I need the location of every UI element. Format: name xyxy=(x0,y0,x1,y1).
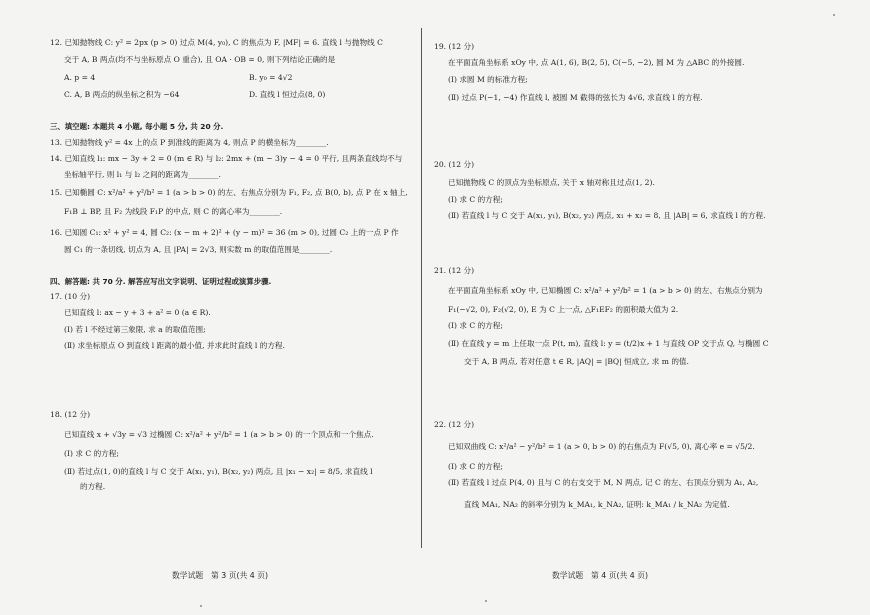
scan-speck xyxy=(833,14,835,16)
page-4 xyxy=(426,0,870,615)
q21-part-2-cont: 交于 A, B 两点, 若对任意 t ∈ R, |AQ| = |BQ| 恒成立, 求 m 的值. xyxy=(464,357,689,367)
q22-part-2-cont: 直线 MA₁, NA₂ 的斜率分别为 k_MA₁, k_NA₂, 证明: k_MA₁ / k_NA₂ 为定值. xyxy=(464,500,730,509)
section-4-header: 四、解答题: 共 70 分. 解答应写出文字说明、证明过程或演算步骤. xyxy=(50,277,272,286)
q17-stem: 已知直线 l: ax − y + 3 + a² = 0 (a ∈ R). xyxy=(64,308,211,318)
question-12 xyxy=(50,38,383,100)
q17-part-1: (Ⅰ) 若 l 不经过第三象限, 求 a 的取值范围; xyxy=(64,324,206,334)
q16-line-1: 16. 已知圆 C₁: x² + y² = 4, 圆 C₂: (x − m + 2)² + (y − m)² = 36 (m > 0), 过圆 C₂ 上的一点 P 作 xyxy=(50,228,399,237)
q20-part-2: (Ⅱ) 若直线 l 与 C 交于 A(x₁, y₁), B(x₂, y₂) 两点, x₁ + x₂ = 8, 且 |AB| = 6, 求直线 l 的方程. xyxy=(448,210,766,220)
q15-line-2: F₁B ⊥ BP, 且 F₂ 为线段 F₁P 的中点, 则 C 的离心率为________. xyxy=(64,207,283,217)
q20-title: 20. (12 分) xyxy=(434,160,475,169)
q22-part-1: (Ⅰ) 求 C 的方程; xyxy=(448,461,503,471)
page-footer-right: 数学试题 第 4 页(共 4 页) xyxy=(552,571,649,580)
page-3 xyxy=(0,0,418,615)
q14-line-2: 坐标轴平行, 则 l₁ 与 l₂ 之间的距离为________. xyxy=(64,170,221,180)
q15-line-1: 15. 已知椭圆 C: x²/a² + y²/b² = 1 (a > b > 0) 的左、右焦点分别为 F₁, F₂, 点 B(0, b), 点 P 在 x 轴上, xyxy=(50,188,408,197)
q16-line-2: 圆 C₁ 的一条切线, 切点为 A, 且 |PA| = 2√3, 则实数 m 的取值范围是________. xyxy=(64,245,333,255)
q19-title: 19. (12 分) xyxy=(434,42,475,51)
question-21 xyxy=(434,266,769,368)
q22-part-2: (Ⅱ) 若直线 l 过点 P(4, 0) 且与 C 的右支交于 M, N 两点, 记 C 的左、右顶点分别为 A₁, A₂, xyxy=(448,477,759,487)
q12-options-row-1 xyxy=(64,73,383,83)
q12-line-2: 交于 A, B 两点(均不与坐标原点 O 重合), 且 OA · OB = 0, 则下列结论正确的是 xyxy=(64,55,336,65)
scan-speck xyxy=(200,605,202,607)
q21-part-1: (Ⅰ) 求 C 的方程; xyxy=(448,320,503,330)
q17-part-2: (Ⅱ) 求坐标原点 O 到直线 l 距离的最小值, 并求此时直线 l 的方程. xyxy=(64,340,285,350)
q18-part-2-cont: 的方程. xyxy=(80,482,106,491)
q14-line-1: 14. 已知直线 l₁: mx − 3y + 2 = 0 (m ∈ R) 与 l₂: 2mx + (m − 3)y − 4 = 0 平行, 且两条直线均不与 xyxy=(50,154,403,163)
q22-stem: 已知双曲线 C: x²/a² − y²/b² = 1 (a > 0, b > 0) 的右焦点为 F(√5, 0), 离心率 e = √5/2. xyxy=(448,442,755,452)
q12-option-a: A. p = 4 xyxy=(64,72,96,82)
question-18 xyxy=(50,410,374,492)
q20-stem: 已知抛物线 C 的顶点为坐标原点, 关于 x 轴对称且过点(1, 2). xyxy=(448,178,655,188)
q19-stem: 在平面直角坐标系 xOy 中, 点 A(1, 6), B(2, 5), C(−5, −2), 圆 M 为 △ABC 的外接圆. xyxy=(448,58,745,68)
question-17 xyxy=(50,292,285,351)
question-16 xyxy=(50,228,399,256)
q12-option-d: D. 直线 l 恒过点(8, 0) xyxy=(249,89,326,99)
page-footer-left: 数学试题 第 3 页(共 4 页) xyxy=(172,571,269,580)
q19-part-1: (Ⅰ) 求圆 M 的标准方程; xyxy=(448,74,528,84)
section-3-header: 三、填空题: 本题共 4 小题, 每小题 5 分, 共 20 分. xyxy=(50,122,224,131)
q12-option-b: B. y₀ = 4√2 xyxy=(249,72,293,82)
q21-stem-2: F₁(−√2, 0), F₂(√2, 0), E 为 C 上一点, △F₁EF₂ 的面积最大值为 2. xyxy=(448,304,679,314)
question-20 xyxy=(434,160,765,221)
q12-options-row-2 xyxy=(64,90,383,100)
q19-part-2: (Ⅱ) 过点 P(−1, −4) 作直线 l, 被圆 M 截得的弦长为 4√6, 求直线 l 的方程. xyxy=(448,92,703,102)
scan-speck xyxy=(485,600,487,602)
q18-part-2: (Ⅱ) 若过点(1, 0)的直线 l 与 C 交于 A(x₁, y₁), B(x₂, y₂) 两点, 且 |x₁ − x₂| = 8/5, 求直线 l xyxy=(64,466,373,476)
q21-stem-1: 在平面直角坐标系 xOy 中, 已知椭圆 C: x²/a² + y²/b² = 1 (a > b > 0) 的左、右焦点分别为 xyxy=(448,286,763,296)
question-15 xyxy=(50,188,408,218)
q12-line-1: 12. 已知抛物线 C: y² = 2px (p > 0) 过点 M(4, y₀), C 的焦点为 F, |MF| = 6. 直线 l 与抛物线 C xyxy=(50,38,383,47)
q20-part-1: (Ⅰ) 求 C 的方程; xyxy=(448,194,503,204)
q21-part-2: (Ⅱ) 在直线 y = m 上任取一点 P(t, m), 直线 l: y = (t/2)x + 1 与直线 OP 交于点 Q, 与椭圆 C xyxy=(448,339,769,348)
q18-part-1: (Ⅰ) 求 C 的方程; xyxy=(64,448,119,458)
q13-line-1: 13. 已知抛物线 y² = 4x 上的点 P 到准线的距离为 4, 则点 P 的横坐标为________. xyxy=(50,138,329,147)
question-14 xyxy=(50,154,402,181)
question-22 xyxy=(434,420,758,510)
question-13 xyxy=(50,138,329,148)
q18-stem: 已知直线 x + √3y = √3 过椭圆 C: x²/a² + y²/b² = 1 (a > b > 0) 的一个顶点和一个焦点. xyxy=(64,430,374,440)
q21-title: 21. (12 分) xyxy=(434,266,475,275)
q22-title: 22. (12 分) xyxy=(434,420,475,429)
q12-option-c: C. A, B 两点的纵坐标之积为 −64 xyxy=(64,89,180,99)
question-19 xyxy=(434,42,744,103)
q18-title: 18. (12 分) xyxy=(50,410,91,419)
q17-title: 17. (10 分) xyxy=(50,292,91,301)
column-divider xyxy=(421,28,422,548)
